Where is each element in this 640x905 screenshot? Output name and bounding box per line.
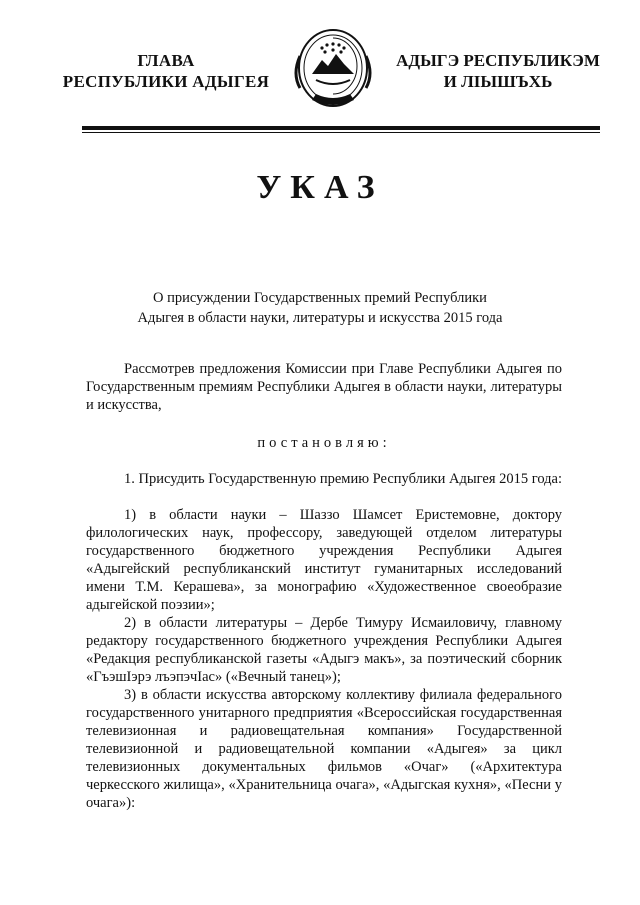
decree-word: постановляю:: [257, 435, 391, 451]
document-body: [86, 360, 562, 812]
header-right: [392, 50, 604, 92]
header-right-line1: АДЫГЭ РЕСПУБЛИКЭМ: [396, 51, 600, 70]
point-1-paragraph: 1. Присудить Государственную премию Республики Адыгея 2015 года:: [124, 471, 563, 487]
preamble-paragraph: Рассмотрев предложения Комиссии при Главе Республики Адыгея по Государственным премиям Республики Адыгея в области науки, литературы и искусства,: [86, 361, 562, 413]
award-item: 1) в области науки – Шаззо Шамсет Еристемовне, доктору филологических наук, профессору, заведующей отделом литературы государственного бюджетного учреждения Республики Адыгея «Адыгейский республиканский институт гуманитарных исследований имени Т.М. Керашева», за монографию «Художественное своеобразие адыгейской поэзии»;: [86, 507, 562, 613]
subject-line1: О присуждении Государственных премий Республики: [153, 290, 487, 306]
document-header: [0, 0, 640, 130]
header-left: [48, 50, 284, 92]
header-right-line2: И ЛІЫШЪХЬ: [443, 72, 553, 91]
header-divider-thick: [82, 126, 600, 130]
award-item: 3) в области искусства авторскому коллективу филиала федерального государственного унитарного предприятия «Всероссийская государственная телевизионная и радиовещательная компания» Государственной телевизионной и радиовещательной компании «Адыгея» за цикл телевизионных документальных фильмов «Очаг» («Архитектура черкесского жилища», «Хранительница очага», «Адыгская кухня», «Песни у очага»):: [86, 687, 562, 811]
document-title: УКАЗ: [256, 169, 384, 206]
header-left-line2: РЕСПУБЛИКИ АДЫГЕЯ: [62, 72, 270, 91]
document-subject: [100, 288, 540, 328]
header-divider-thin: [82, 132, 600, 133]
header-left-line1: ГЛАВА: [137, 51, 195, 70]
award-item: 2) в области литературы – Дербе Тимуру Исмаиловичу, главному редактору государственного бюджетного учреждения Республики Адыгея «Редакция республиканской газеты «Адыгэ макъ», за поэтический сборник «ГъэшІэрэ лъэпэчІас» («Вечный танец»);: [86, 615, 562, 685]
subject-line2: Адыгея в области науки, литературы и искусства 2015 года: [137, 310, 503, 326]
coat-of-arms-emblem: [282, 28, 384, 112]
